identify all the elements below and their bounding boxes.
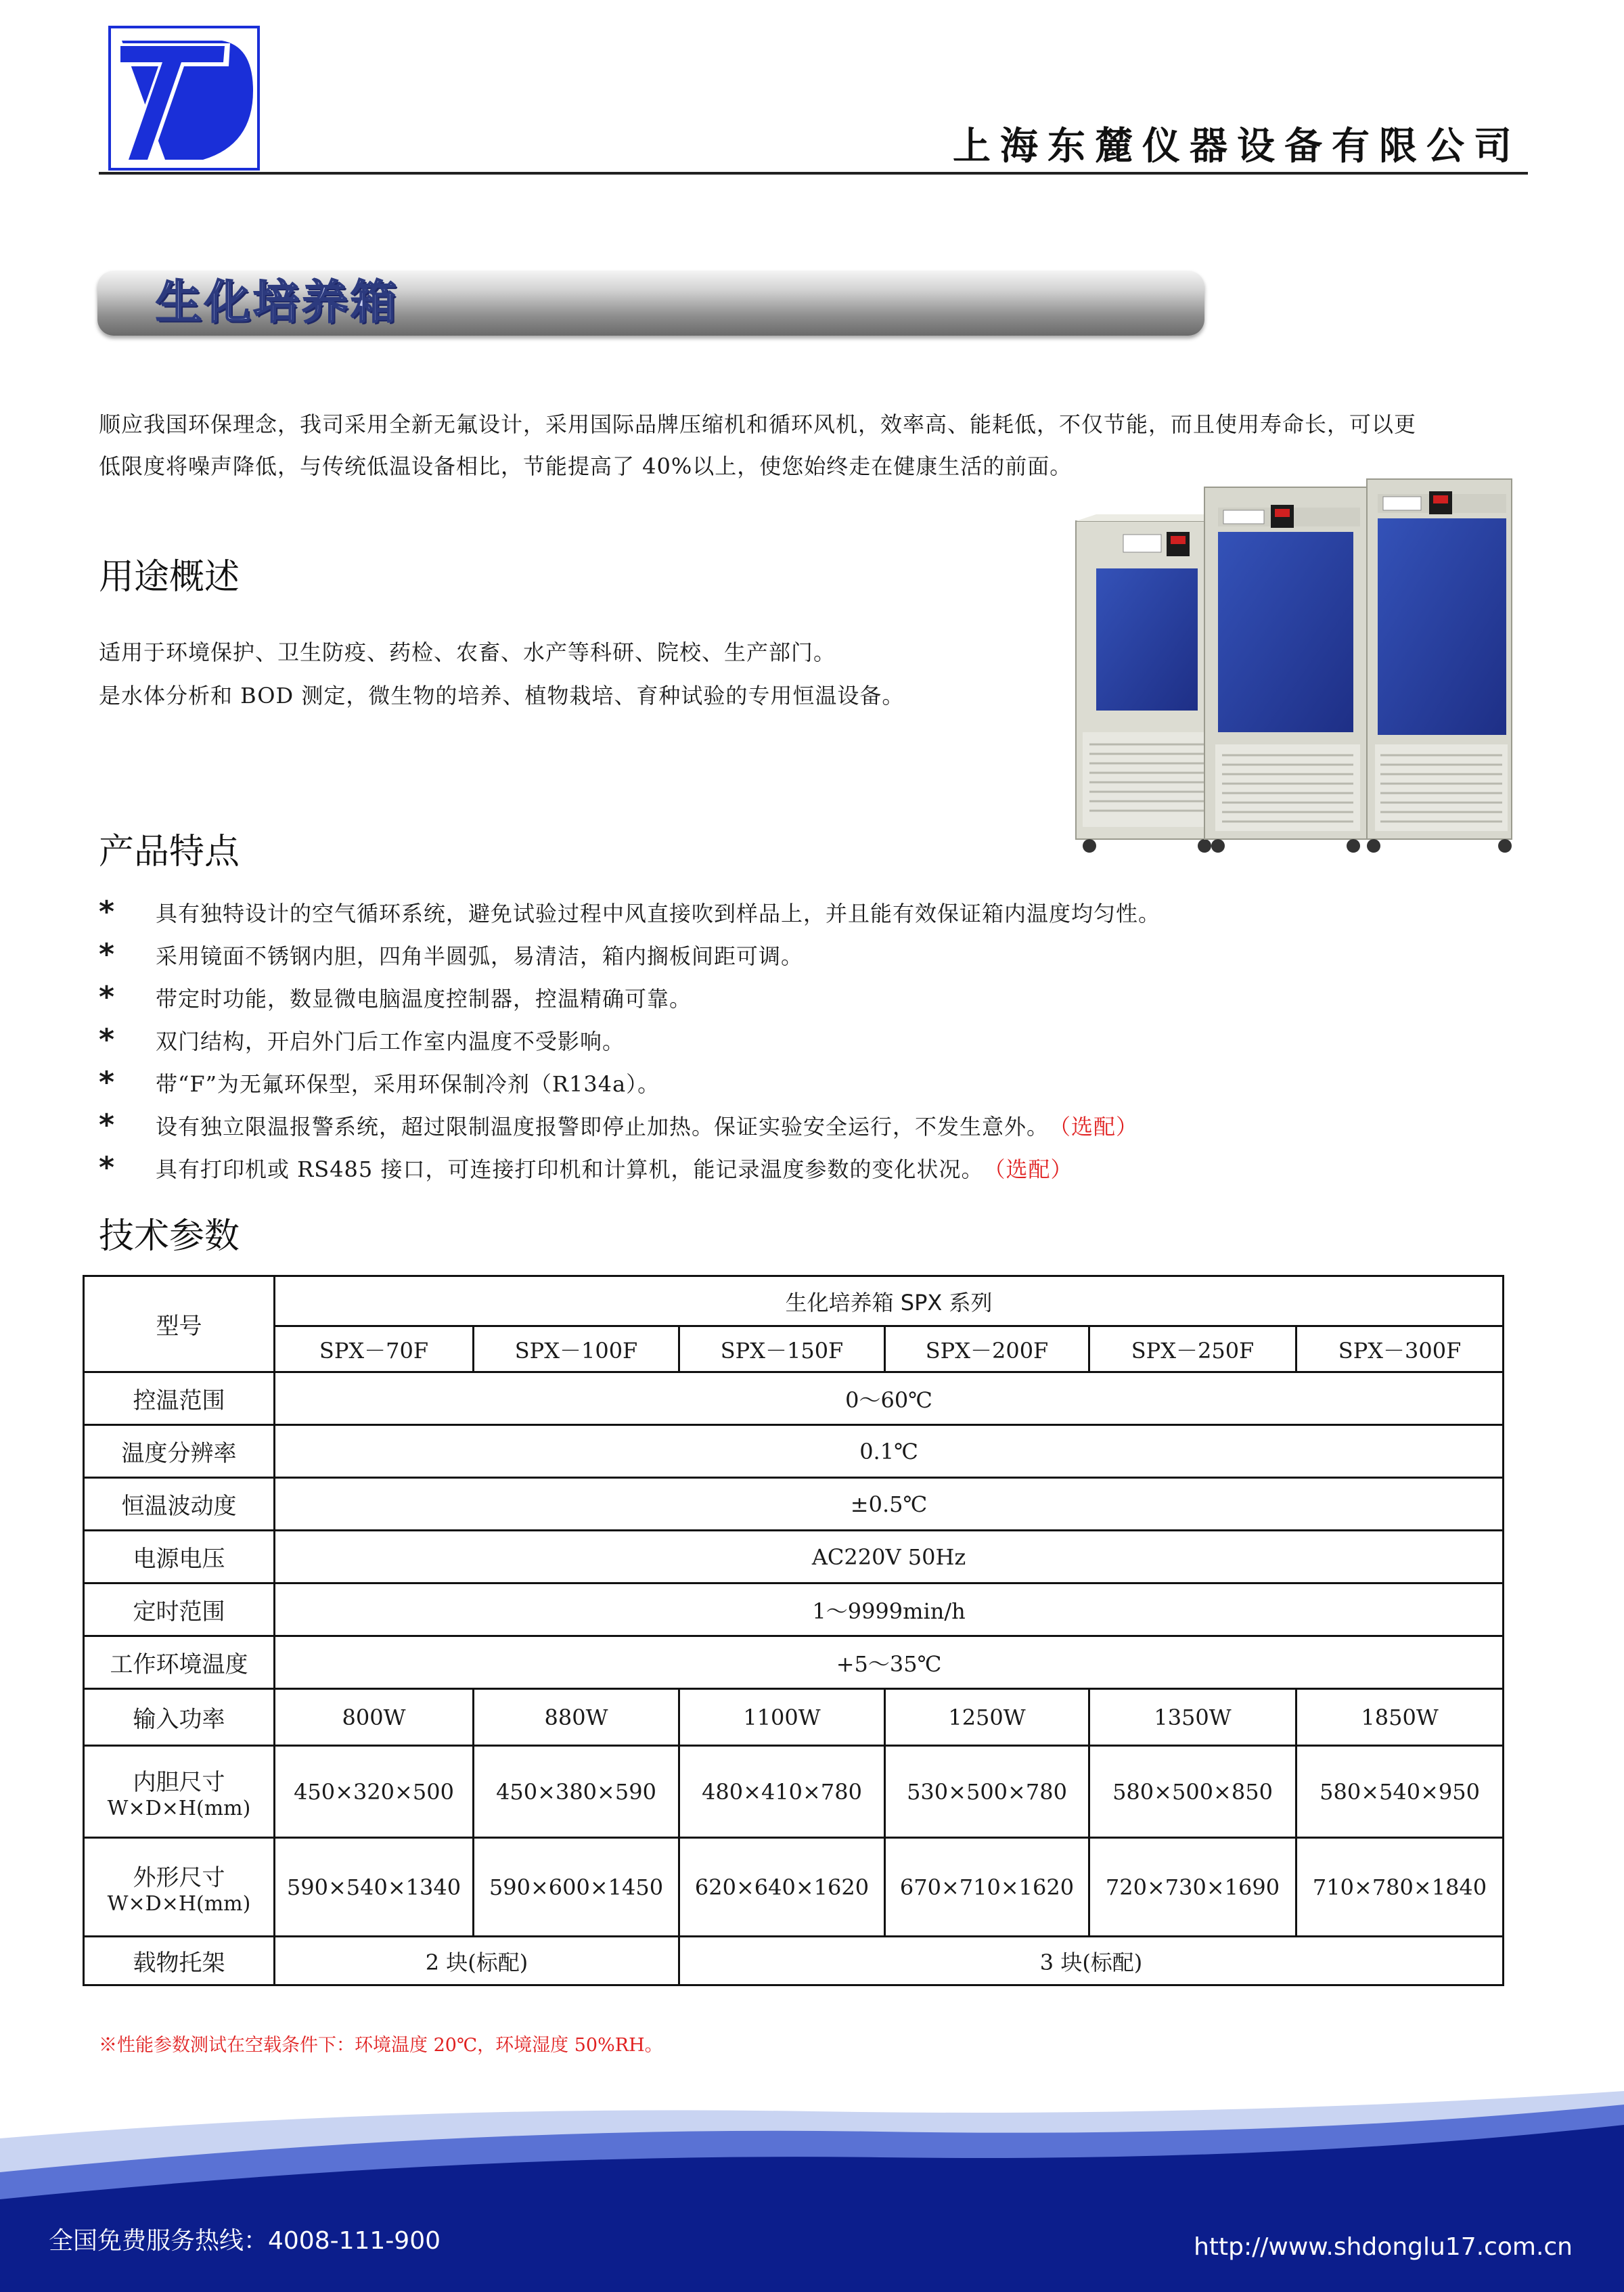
usage-line-1: 适用于环境保护、卫生防疫、药检、农畜、水产等科研、院校、生产部门。 — [99, 639, 836, 665]
list-item — [99, 933, 1520, 976]
list-item — [99, 1104, 1520, 1146]
table-row — [84, 1636, 1504, 1689]
incubator-large-unit — [1367, 479, 1512, 853]
outer-size-cell: 710×780×1840 — [1296, 1838, 1504, 1937]
star-bullet-icon: * — [99, 1108, 116, 1142]
intro-line-1: 顺应我国环保理念，我司采用全新无氟设计，采用国际品牌压缩机和循环风机，效率高、能耗低，不仅节能，而且使用寿命长，可以更 — [99, 411, 1417, 437]
star-bullet-icon: * — [99, 895, 116, 929]
model-cell: SPX－250F — [1089, 1326, 1296, 1372]
inner-size-cell: 450×380×590 — [474, 1746, 679, 1838]
inner-size-cell: 580×500×850 — [1089, 1746, 1296, 1838]
optional-note: （选配） — [983, 1156, 1073, 1182]
page-title: 生化培养箱 — [156, 276, 400, 330]
table-row — [84, 1838, 1504, 1937]
model-cell: SPX－300F — [1296, 1326, 1504, 1372]
outer-size-label: 外形尺寸 — [133, 1864, 225, 1891]
specs-heading: 技术参数 — [99, 1216, 240, 1257]
table-row — [84, 1425, 1504, 1478]
row-label: 工作环境温度 — [84, 1636, 275, 1689]
outer-size-cell: 590×540×1340 — [275, 1838, 474, 1937]
row-label: 电源电压 — [84, 1531, 275, 1583]
model-cell: SPX－150F — [679, 1326, 885, 1372]
table-row — [84, 1478, 1504, 1531]
optional-note: （选配） — [1049, 1113, 1139, 1140]
feature-text: 带“F”为无氟环保型，采用环保制冷剂（R134a）。 — [156, 1071, 660, 1097]
outer-size-cell: 720×730×1690 — [1089, 1838, 1296, 1937]
row-label: 控温范围 — [84, 1372, 275, 1425]
feature-text: 设有独立限温报警系统，超过限制温度报警即停止加热。保证实验安全运行，不发生意外。 — [156, 1113, 1050, 1140]
usage-line-2: 是水体分析和 BOD 测定，微生物的培养、植物栽培、育种试验的专用恒温设备。 — [99, 683, 905, 709]
row-label: 输入功率 — [84, 1689, 275, 1746]
list-item — [99, 891, 1520, 933]
intro-line-2: 低限度将噪声降低，与传统低温设备相比，节能提高了 40%以上，使您始终走在健康生活的前面。 — [99, 453, 1073, 479]
list-item — [99, 1018, 1520, 1061]
model-cell: SPX－100F — [474, 1326, 679, 1372]
row-label — [84, 1838, 275, 1937]
series-title: 生化培养箱 SPX 系列 — [275, 1276, 1504, 1326]
row-label: 温度分辨率 — [84, 1425, 275, 1478]
star-bullet-icon: * — [99, 1150, 116, 1185]
list-item — [99, 1061, 1520, 1104]
outer-size-unit: W×D×H(mm) — [107, 1891, 251, 1916]
power-cell: 1350W — [1089, 1689, 1296, 1746]
outer-size-cell: 670×710×1620 — [885, 1838, 1089, 1937]
website-link[interactable]: http://www.shdonglu17.com.cn — [1194, 2233, 1573, 2261]
row-value: 0.1℃ — [275, 1425, 1504, 1478]
service-hotline: 全国免费服务热线：4008-111-900 — [49, 2227, 441, 2255]
table-row — [84, 1746, 1504, 1838]
inner-size-cell: 480×410×780 — [679, 1746, 885, 1838]
list-item — [99, 1146, 1520, 1189]
header-divider — [99, 172, 1528, 175]
outer-size-cell: 620×640×1620 — [679, 1838, 885, 1937]
table-row — [84, 1583, 1504, 1636]
shelf-value-a: 2 块(标配) — [275, 1937, 679, 1985]
features-list — [99, 891, 1520, 1189]
outer-size-cell: 590×600×1450 — [474, 1838, 679, 1937]
d-letter-logo-icon — [108, 26, 260, 171]
star-bullet-icon: * — [99, 980, 116, 1014]
test-condition-note: ※性能参数测试在空载条件下：环境温度 20℃，环境湿度 50%RH。 — [99, 2035, 663, 2056]
star-bullet-icon: * — [99, 1023, 116, 1057]
star-bullet-icon: * — [99, 937, 116, 972]
table-row — [84, 1372, 1504, 1425]
table-row — [84, 1326, 1504, 1372]
incubator-mid-unit — [1204, 487, 1367, 853]
power-cell: 880W — [474, 1689, 679, 1746]
row-label: 定时范围 — [84, 1583, 275, 1636]
inner-size-unit: W×D×H(mm) — [107, 1796, 251, 1820]
star-bullet-icon: * — [99, 1065, 116, 1100]
row-label — [84, 1746, 275, 1838]
table-row — [84, 1276, 1504, 1326]
row-label: 恒温波动度 — [84, 1478, 275, 1531]
shelf-value-b: 3 块(标配) — [679, 1937, 1504, 1985]
model-cell: SPX－200F — [885, 1326, 1089, 1372]
row-value: +5～35℃ — [275, 1636, 1504, 1689]
model-label: 型号 — [84, 1276, 275, 1372]
table-row — [84, 1689, 1504, 1746]
power-cell: 800W — [275, 1689, 474, 1746]
incubator-small-unit — [1076, 514, 1218, 853]
row-value: ±0.5℃ — [275, 1478, 1504, 1531]
inner-size-cell: 530×500×780 — [885, 1746, 1089, 1838]
model-cell: SPX－70F — [275, 1326, 474, 1372]
row-label: 载物托架 — [84, 1937, 275, 1985]
power-cell: 1100W — [679, 1689, 885, 1746]
inner-size-cell: 580×540×950 — [1296, 1746, 1504, 1838]
usage-heading: 用途概述 — [99, 557, 240, 598]
row-value: 1～9999min/h — [275, 1583, 1504, 1636]
power-cell: 1850W — [1296, 1689, 1504, 1746]
table-row — [84, 1531, 1504, 1583]
list-item — [99, 976, 1520, 1018]
incubator-product-image — [1056, 467, 1522, 859]
spec-table — [83, 1275, 1504, 1986]
power-cell: 1250W — [885, 1689, 1089, 1746]
row-value: AC220V 50Hz — [275, 1531, 1504, 1583]
row-value: 0～60℃ — [275, 1372, 1504, 1425]
feature-text: 具有独特设计的空气循环系统，避免试验过程中风直接吹到样品上，并且能有效保证箱内温度均匀性。 — [156, 900, 1161, 926]
table-row — [84, 1937, 1504, 1985]
company-name: 上海东麓仪器设备有限公司 — [953, 125, 1521, 168]
feature-text: 采用镜面不锈钢内胆，四角半圆弧，易清洁，箱内搁板间距可调。 — [156, 943, 804, 969]
feature-text: 具有打印机或 RS485 接口，可连接打印机和计算机，能记录温度参数的变化状况。 — [156, 1156, 984, 1182]
usage-text — [99, 631, 904, 717]
feature-text: 带定时功能，数显微电脑温度控制器，控温精确可靠。 — [156, 985, 692, 1012]
feature-text: 双门结构，开启外门后工作室内温度不受影响。 — [156, 1028, 625, 1054]
inner-size-cell: 450×320×500 — [275, 1746, 474, 1838]
features-heading: 产品特点 — [99, 832, 240, 872]
inner-size-label: 内胆尺寸 — [133, 1768, 225, 1796]
